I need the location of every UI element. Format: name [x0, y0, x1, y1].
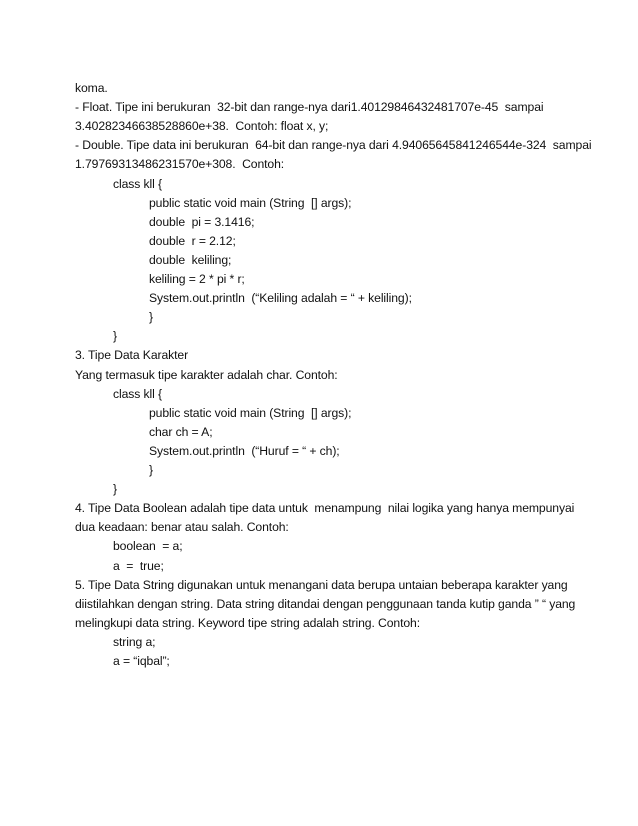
- text-line: diistilahkan dengan string. Data string ditandai dengan penggunaan tanda kutip ganda ” “ yang: [75, 596, 576, 611]
- text-line: public static void main (String [] args);: [149, 405, 352, 420]
- text-line: }: [113, 482, 117, 497]
- text-line: a = “iqbal”;: [113, 654, 170, 668]
- text-line: class kll {: [113, 176, 163, 191]
- text-line: }: [149, 463, 153, 477]
- text-line: - Float. Tipe ini berukuran 32-bit dan range-nya dari1.40129846432481707e-45 sampai: [75, 100, 544, 115]
- text-line: class kll {: [113, 386, 163, 401]
- text-line: a = true;: [113, 558, 164, 573]
- text-line: Yang termasuk tipe karakter adalah char. Contoh:: [75, 367, 338, 382]
- text-line: public static void main (String [] args);: [149, 195, 352, 210]
- text-line: - Double. Tipe data ini berukuran 64-bit dan range-nya dari 4.94065645841246544e-324 sampai: [75, 138, 592, 153]
- text-line: double pi = 3.1416;: [149, 214, 255, 229]
- text-line: }: [113, 329, 117, 344]
- text-line: System.out.println (“Keliling adalah = “ + keliling);: [149, 291, 412, 306]
- text-line: }: [149, 310, 153, 325]
- text-line: 1.79769313486231570e+308. Contoh:: [75, 157, 285, 172]
- text-line: keliling = 2 * pi * r;: [149, 272, 245, 286]
- text-line: char ch = A;: [149, 424, 213, 439]
- text-line: 5. Tipe Data String digunakan untuk menangani data berupa untaian beberapa karakter yang: [75, 577, 568, 592]
- text-line: double r = 2.12;: [149, 233, 236, 248]
- text-line: melingkupi data string. Keyword tipe string adalah string. Contoh:: [75, 615, 420, 630]
- text-line: double keliling;: [149, 252, 232, 267]
- text-line: koma.: [75, 81, 108, 95]
- text-line: 4. Tipe Data Boolean adalah tipe data untuk menampung nilai logika yang hanya mempunyai: [75, 501, 575, 516]
- text-line: dua keadaan: benar atau salah. Contoh:: [75, 520, 289, 535]
- text-line: 3. Tipe Data Karakter: [75, 348, 189, 363]
- text-line: System.out.println (“Huruf = “ + ch);: [149, 443, 340, 458]
- text-line: 3.40282346638528860e+38. Contoh: float x, y;: [75, 119, 329, 134]
- text-line: boolean = a;: [113, 539, 183, 554]
- text-line: string a;: [113, 634, 156, 649]
